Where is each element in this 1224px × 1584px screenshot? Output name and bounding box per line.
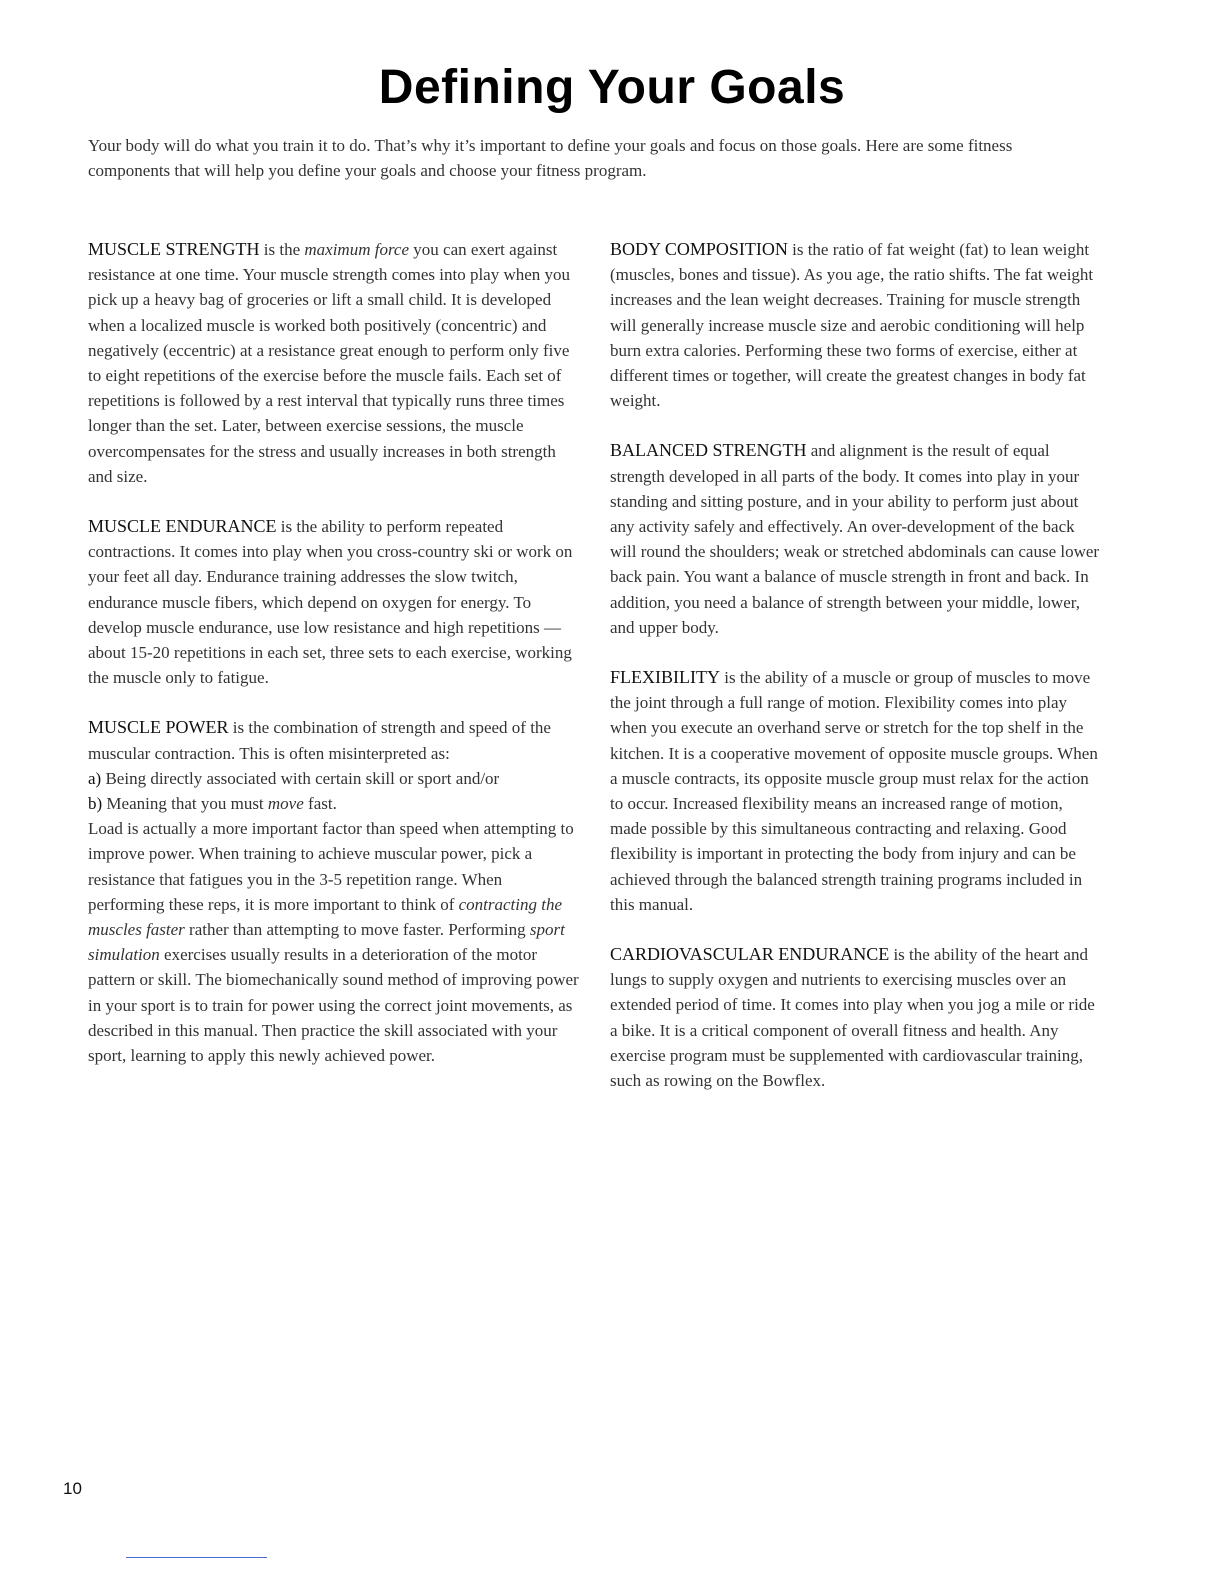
muscle-power-body bbox=[88, 816, 580, 1068]
muscle-strength-text-1: is the bbox=[259, 240, 305, 259]
flexibility-term: FLEXIBILITY bbox=[610, 667, 720, 688]
cardiovascular-endurance-text: is the ability of the heart and lungs to supply oxygen and nutrients to exercising muscles over an extended period of time. It comes into play when you jog a mile or ride a bike. It is a critical component of overall fitness and health. Any exercise program must be supplemented with cardiovascular training, such as rowing on the Bowflex. bbox=[610, 945, 1095, 1091]
list-item-text-end: fast. bbox=[303, 794, 337, 814]
muscle-power-emphasis-2: sport simulation bbox=[88, 920, 565, 965]
muscle-power-list bbox=[88, 766, 580, 816]
muscle-power-body-2: rather than attempting to move faster. Performing bbox=[184, 920, 530, 940]
muscle-strength-emphasis: maximum force bbox=[304, 240, 410, 259]
list-item-marker: b) bbox=[88, 794, 103, 814]
intro-paragraph: Your body will do what you train it to do. That’s why it’s important to define your goals and focus on those goals. Here are some fitness components that will help you define your goals and choose your fitness program. bbox=[88, 136, 1013, 180]
muscle-strength-text-2: you can exert against resistance at one time. Your muscle strength comes into play when you pick up a heavy bag of groceries or lift a small child. It is developed when a localized muscle is worked both positively (concentric) and negatively (eccentric) at a resistance great enough to perform only five to eight repetitions of the exercise before the muscle fails. Each set of repetitions is followed by a rest interval that typically runs three times longer than the set. Later, between exercise sessions, the muscle overcompensates for the stress and usually increases in both strength and size. bbox=[88, 240, 571, 486]
muscle-power-intro bbox=[88, 715, 580, 765]
cardiovascular-endurance-section bbox=[610, 942, 1102, 1093]
muscle-power-emphasis-1: contracting the muscles faster bbox=[88, 894, 563, 940]
right-column bbox=[610, 237, 1102, 1118]
footer-rule bbox=[126, 1557, 267, 1558]
muscle-endurance-section bbox=[88, 514, 580, 690]
list-item bbox=[88, 766, 580, 791]
list-item-marker: a) bbox=[88, 768, 102, 788]
body-composition-text: is the ratio of fat weight (fat) to lean weight (muscles, bones and tissue). As you age, the ratio shifts. The fat weight increases and the lean weight decreases. Training for muscle strength will generally increase muscle size and aerobic conditioning will help burn extra calories. Performing these two forms of exercise, either at different times or together, will create the greatest changes in body fat weight. bbox=[610, 240, 1094, 411]
flexibility-section bbox=[610, 665, 1102, 917]
muscle-power-body-3: exercises usually results in a deterioration of the motor pattern or skill. The biomechanically sound method of improving power in your sport is to train for power using the correct joint movements, as described in this manual. Then practice the skill associated with your sport, learning to apply this newly achieved power. bbox=[88, 945, 579, 1066]
balanced-strength-section bbox=[610, 438, 1102, 640]
muscle-strength-term: MUSCLE STRENGTH bbox=[88, 239, 260, 259]
muscle-endurance-term: MUSCLE ENDURANCE bbox=[88, 516, 277, 537]
list-item-text: Meaning that you must bbox=[102, 794, 268, 814]
cardiovascular-endurance-term: CARDIOVASCULAR ENDURANCE bbox=[610, 944, 890, 965]
list-item-emphasis: move bbox=[267, 794, 304, 814]
balanced-strength-text: and alignment is the result of equal strength developed in all parts of the body. It comes into play in your standing and sitting posture, and in your ability to perform just about any activity safely and effectively. An over-development of the back will round the shoulders; weak or stretched abdominals can cause lower back pain. You want a balance of muscle strength in front and back. In addition, you need a balance of strength between your middle, lower, and upper body. bbox=[610, 441, 1100, 637]
body-composition-section bbox=[610, 237, 1102, 413]
muscle-power-term: MUSCLE POWER bbox=[88, 717, 229, 738]
list-item bbox=[88, 791, 580, 816]
muscle-power-section bbox=[88, 715, 580, 1068]
flexibility-text: is the ability of a muscle or group of muscles to move the joint through a full range of motion. Flexibility comes into play when you execute an overhand serve or stretch for the top shelf in the kitchen. It is a cooperative movement of opposite muscle groups. When a muscle contracts, its opposite muscle group must relax for the action to occur. Increased flexibility means an increased range of motion, made possible by this simultaneous contracting and relaxing. Good flexibility is important in protecting the body from injury and can be achieved through the balanced strength training programs included in this manual. bbox=[610, 668, 1098, 914]
muscle-endurance-text: is the ability to perform repeated contractions. It comes into play when you cross-country ski or work on your feet all day. Endurance training addresses the slow twitch, endurance muscle fibers, which depend on oxygen for energy. To develop muscle endurance, use low resistance and high repetitions — about 15-20 repetitions in each set, three sets to each exercise, working the muscle only to fatigue. bbox=[88, 517, 573, 688]
muscle-power-body-1: Load is actually a more important factor than speed when attempting to improve power. When training to achieve muscular power, pick a resistance that fatigues you in the 3-5 repetition range. When performing these reps, it is more important to think of bbox=[88, 819, 574, 914]
left-column bbox=[88, 237, 580, 1093]
body-composition-term: BODY COMPOSITION bbox=[610, 239, 788, 259]
balanced-strength-term: BALANCED STRENGTH bbox=[610, 440, 807, 461]
muscle-strength-section bbox=[88, 237, 580, 489]
list-item-text: Being directly associated with certain skill or sport and/or bbox=[101, 768, 500, 788]
page-number: 10 bbox=[63, 1479, 82, 1498]
muscle-power-text: is the combination of strength and speed of the muscular contraction. This is often misinterpreted as: bbox=[88, 718, 551, 763]
page-title: Defining Your Goals bbox=[378, 61, 846, 114]
